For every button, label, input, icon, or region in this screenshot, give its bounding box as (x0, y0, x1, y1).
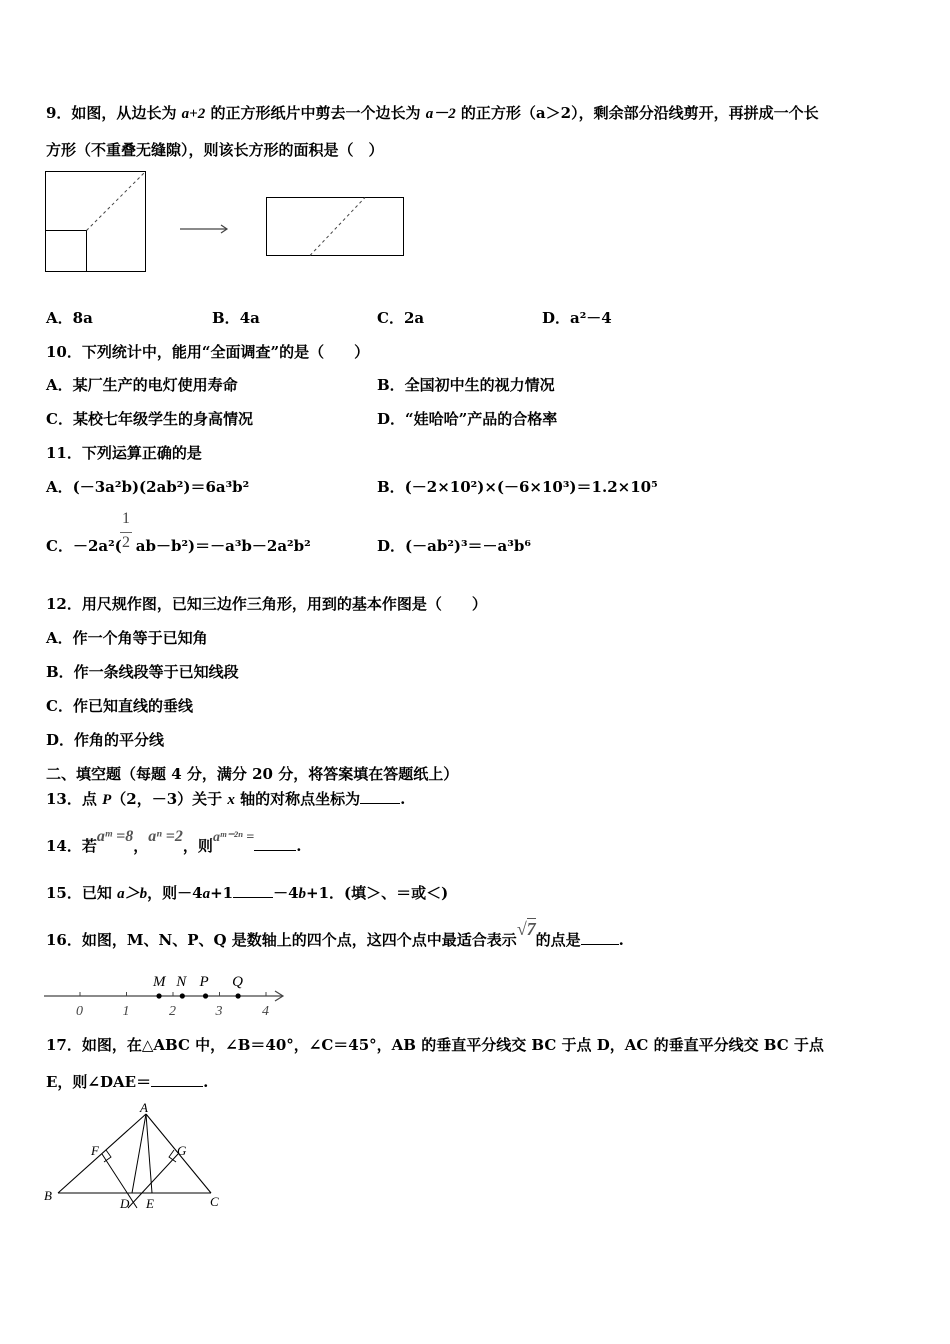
right-arrow-icon (180, 225, 227, 233)
q11-option-d[interactable]: D．(－ab²)³＝－a³b⁶ (377, 537, 531, 555)
tick-label: 4 (262, 1004, 269, 1019)
q11-option-c[interactable]: C．－2a²( ab－b²)＝－a³b－2a²b² (46, 537, 311, 555)
q10-option-b[interactable]: B．全国初中生的视力情况 (377, 376, 555, 394)
fraction-bar (120, 532, 132, 533)
q9-line2: 方形（不重叠无缝隙），则该长方形的面积是（ ） (46, 141, 384, 159)
label-f: F (91, 1143, 99, 1158)
side-ab (58, 1114, 146, 1193)
q9-line1: 9．如图，从边长为 a+2 的正方形纸片中剪去一个边长为 a－2 的正方形（a＞2），剩余部分沿线剪开，再拼成一个长 (46, 104, 819, 122)
segment-ad (132, 1114, 146, 1193)
result-rectangle (267, 198, 404, 256)
fraction-numerator: 1 (122, 510, 130, 527)
point-label-n: N (176, 974, 187, 990)
right-angle-mark-f (104, 1150, 111, 1162)
section-heading: 二、填空题（每题 4 分，满分 20 分，将答案填在答题纸上） (46, 765, 459, 783)
point-label-p: P (199, 974, 209, 990)
label-a: A (140, 1100, 148, 1115)
point-m (156, 993, 161, 998)
q12-option-a[interactable]: A．作一个角等于已知角 (46, 629, 208, 647)
q17-triangle-figure (40, 1098, 230, 1218)
number-line (44, 965, 294, 1020)
q9-option-b[interactable]: B．4a (212, 309, 260, 327)
label-e: E (146, 1196, 154, 1211)
q16-answer-blank[interactable] (581, 944, 619, 945)
q10-option-d[interactable]: D．“娃哈哈”产品的合格率 (377, 410, 558, 428)
q12-option-d[interactable]: D．作角的平分线 (46, 731, 165, 749)
cut-line (87, 172, 146, 231)
sqrt-symbol: √7 (516, 919, 536, 939)
q10-option-c[interactable]: C．某校七年级学生的身高情况 (46, 410, 253, 428)
q9-figure (44, 170, 414, 276)
q16-stem: 16．如图，M、N、P、Q 是数轴上的四个点，这四个点中最适合表示√7的点是 . (46, 919, 624, 949)
q14-answer-blank[interactable] (254, 850, 296, 851)
label-d: D (120, 1196, 130, 1211)
label-b: B (44, 1188, 52, 1203)
q10-stem: 10．下列统计中，能用“全面调查”的是（ ） (46, 343, 370, 361)
segment-ae (146, 1114, 152, 1193)
point-label-q: Q (232, 974, 243, 990)
q9-option-c[interactable]: C．2a (377, 309, 425, 327)
tick-label: 2 (169, 1004, 176, 1019)
q11-option-a[interactable]: A．(－3a²b)(2ab²)＝6a³b² (46, 478, 250, 496)
point-n (180, 993, 185, 998)
q13-answer-blank[interactable] (360, 803, 400, 804)
label-c: C (210, 1194, 219, 1209)
point-label-m: M (153, 974, 166, 990)
q9-option-d[interactable]: D．a²－4 (542, 309, 612, 327)
point-p (203, 993, 208, 998)
label-g: G (177, 1143, 187, 1158)
q10-option-a[interactable]: A．某厂生产的电灯使用寿命 (46, 376, 238, 394)
q17-line1: 17．如图，在△ABC 中，∠B＝40°，∠C＝45°，AB 的垂直平分线交 BC 于点 D，AC 的垂直平分线交 BC 于点 (46, 1036, 824, 1054)
small-square (46, 231, 87, 272)
q15: 15．已知 a＞b，则－4a+1 －4b+1．(填＞、＝或＜) (46, 884, 449, 902)
tick-label: 0 (76, 1004, 83, 1019)
q15-answer-blank[interactable] (233, 897, 273, 898)
q13: 13．点 P（2，－3）关于 x 轴的对称点坐标为 . (46, 790, 406, 808)
q14: 14．若aᵐ =8，aⁿ =2，则aᵐ⁻²ⁿ = . (46, 828, 302, 855)
q12-stem: 12．用尺规作图，已知三边作三角形，用到的基本作图是（ ） (46, 595, 487, 613)
fraction-denominator: 2 (122, 534, 130, 551)
rect-cut-line (310, 198, 365, 256)
tick-label: 3 (215, 1004, 223, 1019)
q12-option-c[interactable]: C．作已知直线的垂线 (46, 697, 193, 715)
q17-line2: E，则∠DAE＝ . (46, 1073, 209, 1091)
point-q (236, 993, 241, 998)
q17-answer-blank[interactable] (151, 1086, 203, 1087)
tick-label: 1 (122, 1004, 130, 1019)
q11-stem: 11．下列运算正确的是 (46, 444, 202, 462)
q12-option-b[interactable]: B．作一条线段等于已知线段 (46, 663, 239, 681)
q11-option-b[interactable]: B．(－2×10²)×(－6×10³)＝1.2×10⁵ (377, 478, 658, 496)
q9-option-a[interactable]: A．8a (46, 309, 93, 327)
